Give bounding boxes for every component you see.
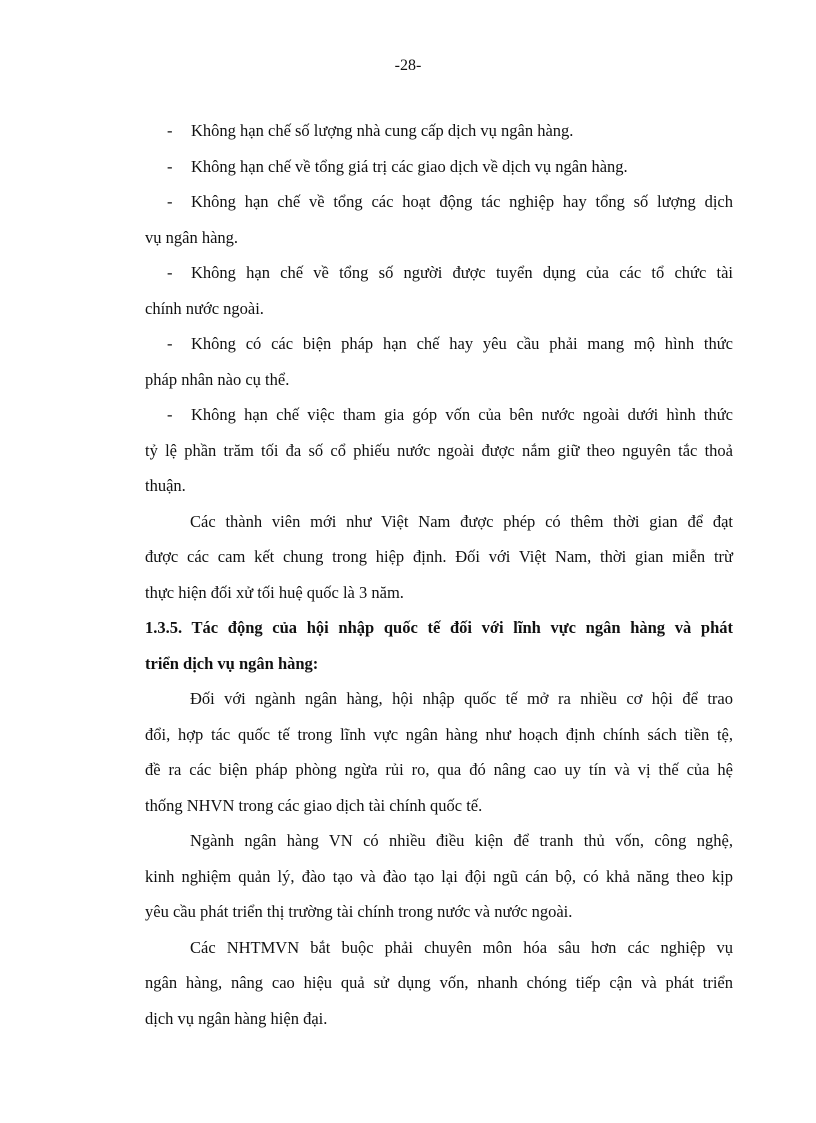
bullet-line: - Không có các biện pháp hạn chế hay yêu cầu phải mang mộ hình thức (145, 326, 733, 362)
bullet-item (145, 397, 733, 504)
paragraph-line: Ngành ngân hàng VN có nhiều điều kiện để tranh thủ vốn, công nghệ, (190, 831, 733, 850)
heading-line: triển dịch vụ ngân hàng: (145, 653, 319, 673)
bullet-item (145, 184, 733, 255)
paragraph-line: được các cam kết chung trong hiệp định. Đối với Việt Nam, thời gian miễn trừ (145, 547, 733, 566)
paragraph (145, 823, 733, 930)
bullet-item (145, 149, 733, 185)
bullet-item (145, 326, 733, 397)
paragraph-line: đổi, hợp tác quốc tế trong lĩnh vực ngân hàng như hoạch định chính sách tiền tệ, (145, 724, 733, 744)
bullet-item (145, 255, 733, 326)
paragraph-line: Các NHTMVN bắt buộc phải chuyên môn hóa sâu hơn các nghiệp vụ (190, 937, 733, 957)
page-body (145, 113, 733, 1036)
bullet-line: - Không hạn chế về tổng số người được tuyển dụng của các tổ chức tài (145, 255, 733, 291)
bullet-line: - Không hạn chế số lượng nhà cung cấp dịch vụ ngân hàng. (145, 113, 733, 149)
heading-line: 1.3.5. Tác động của hội nhập quốc tế đối với lĩnh vực ngân hàng và phát (145, 618, 733, 637)
paragraph (145, 681, 733, 823)
paragraph-line: ngân hàng, nâng cao hiệu quả sử dụng vốn, nhanh chóng tiếp cận và phát triển (145, 973, 733, 992)
paragraph (145, 930, 733, 1037)
bullet-continuation: thuận. (145, 476, 186, 495)
paragraph-line: Các thành viên mới như Việt Nam được phép có thêm thời gian để đạt (190, 511, 733, 531)
bullet-continuation: chính nước ngoài. (145, 298, 264, 318)
bullet-line: - Không hạn chế về tổng giá trị các giao dịch về dịch vụ ngân hàng. (145, 149, 733, 185)
paragraph-line: dịch vụ ngân hàng hiện đại. (145, 1008, 328, 1028)
paragraph-line: thống NHVN trong các giao dịch tài chính quốc tế. (145, 795, 483, 815)
paragraph-line: đề ra các biện pháp phòng ngừa rủi ro, qua đó nâng cao uy tín và vị thế của hệ (145, 760, 733, 779)
paragraph-line: kinh nghiệm quản lý, đào tạo và đào tạo lại đội ngũ cán bộ, có khả năng theo kịp (145, 866, 733, 886)
bullet-continuation: pháp nhân nào cụ thể. (145, 369, 290, 389)
section-heading (145, 610, 733, 681)
bullet-line: - Không hạn chế về tổng các hoạt động tác nghiệp hay tổng số lượng dịch (145, 184, 733, 220)
bullet-continuation: tỷ lệ phần trăm tối đa số cổ phiếu nước ngoài được nắm giữ theo nguyên tắc thoả (145, 440, 733, 460)
paragraph-line: Đối với ngành ngân hàng, hội nhập quốc tế mở ra nhiều cơ hội để trao (190, 689, 733, 708)
paragraph (145, 504, 733, 611)
paragraph-line: yêu cầu phát triển thị trường tài chính trong nước và nước ngoài. (145, 902, 573, 921)
paragraph-line: thực hiện đối xử tối huệ quốc là 3 năm. (145, 582, 404, 602)
bullet-continuation: vụ ngân hàng. (145, 227, 239, 247)
page-number: -28- (394, 57, 422, 74)
bullet-line: - Không hạn chế việc tham gia góp vốn của bên nước ngoài dưới hình thức (145, 397, 733, 433)
bullet-item (145, 113, 733, 149)
